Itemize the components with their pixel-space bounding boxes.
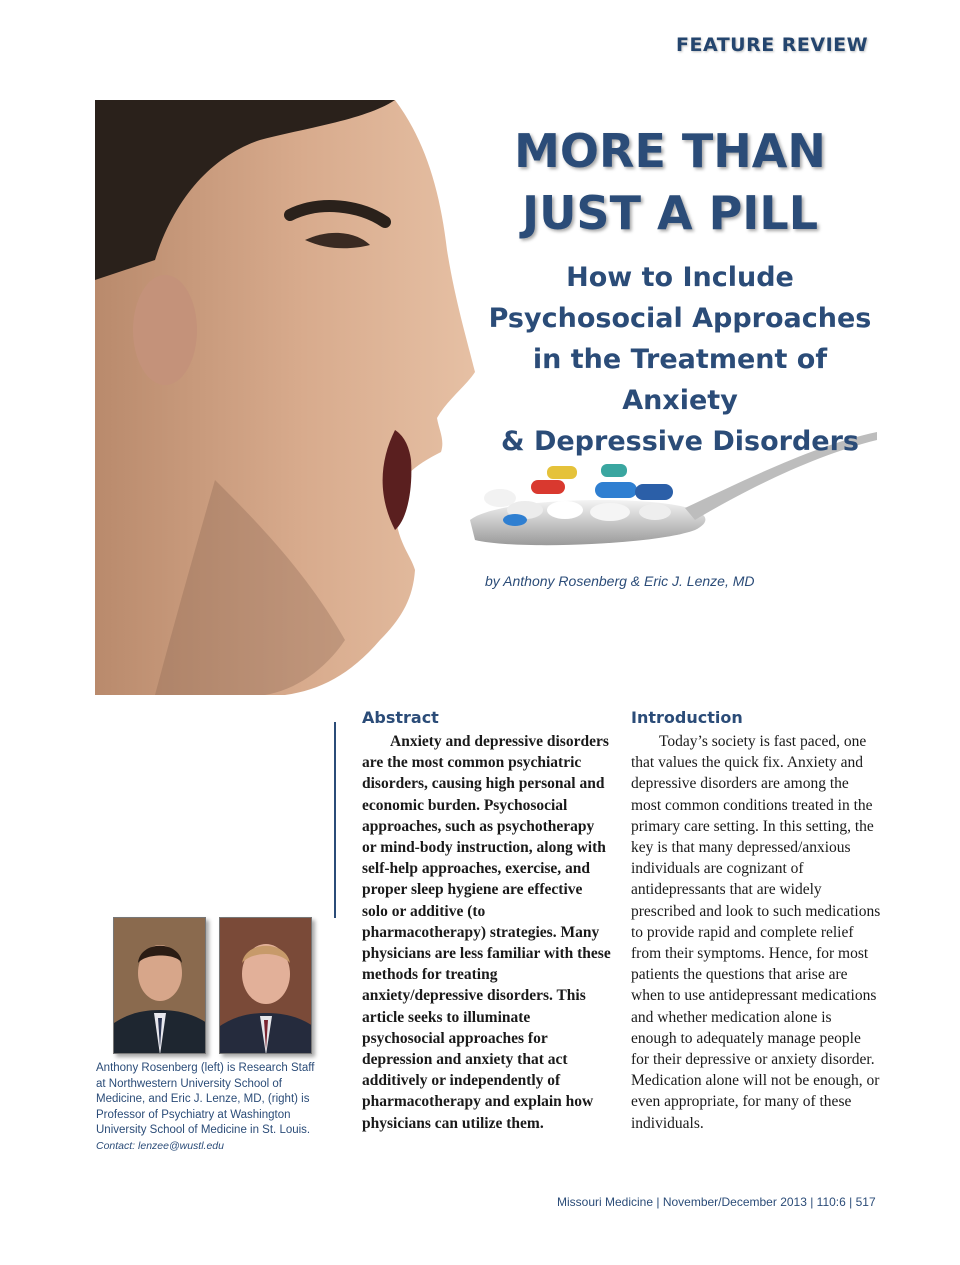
abstract-section [362, 708, 612, 1134]
page-footer: Missouri Medicine | November/December 2013 | 110:6 | 517 [557, 1195, 876, 1209]
section-label: FEATURE REVIEW [676, 34, 869, 56]
author-caption-text: Anthony Rosenberg (left) is Research Staff at Northwestern University School of Medicine, and Eric J. Lenze, MD, (right) is Professor of Psychiatry at Washington University School of Medicine in St. Louis. [96, 1062, 315, 1136]
abstract-heading: Abstract [362, 708, 439, 727]
introduction-text: Today’s society is fast paced, one that values the quick fix. Anxiety and depressive disorders are among the most common conditions treated in the primary care setting. In this setting, the key is that many depressed/anxious individuals are cognizant of antidepressants that are widely prescribed and look to such medications to provide rapid and complete relief from their symptoms. Hence, for most patients the questions that arise are when to use antidepressant medications and whether medication alone is enough to adequately manage people for their depressive or anxiety disorder. Medication alone will not be enough, or even appropriate, for many of these individuals. [631, 733, 881, 1132]
author-photo-rosenberg [113, 917, 206, 1054]
subtitle-line-3: in the Treatment of Anxiety [532, 344, 828, 416]
subtitle-line-2: Psychosocial Approaches [488, 303, 872, 334]
author-contact: Contact: lenzee@wustl.edu [96, 1139, 224, 1152]
author-caption [96, 1061, 326, 1154]
byline: by Anthony Rosenberg & Eric J. Lenze, MD [485, 573, 755, 589]
article-subtitle [480, 257, 880, 462]
introduction-heading: Introduction [631, 708, 743, 727]
title-line-2: JUST A PILL [521, 186, 819, 240]
column-divider [334, 722, 336, 918]
author-photo-lenze [219, 917, 312, 1054]
title-line-1: MORE THAN [514, 124, 826, 178]
subtitle-line-1: How to Include [566, 262, 794, 293]
introduction-section [631, 708, 881, 1134]
abstract-text: Anxiety and depressive disorders are the most common psychiatric disorders, causing high personal and economic burden. Psychosocial approaches, such as psychotherapy or mind-body instruction, along with self-help approaches, exercise, and proper sleep hygiene are effective solo or additive (to pharmacotherapy) strategies. Many physicians are less familiar with these methods for treating anxiety/depressive disorders. This article seeks to illuminate psychosocial approaches for depression and anxiety that act additively or independently of pharmacotherapy and explain how physicians can utilize them. [362, 733, 611, 1132]
subtitle-line-4: & Depressive Disorders [501, 426, 859, 457]
article-title [490, 120, 850, 244]
